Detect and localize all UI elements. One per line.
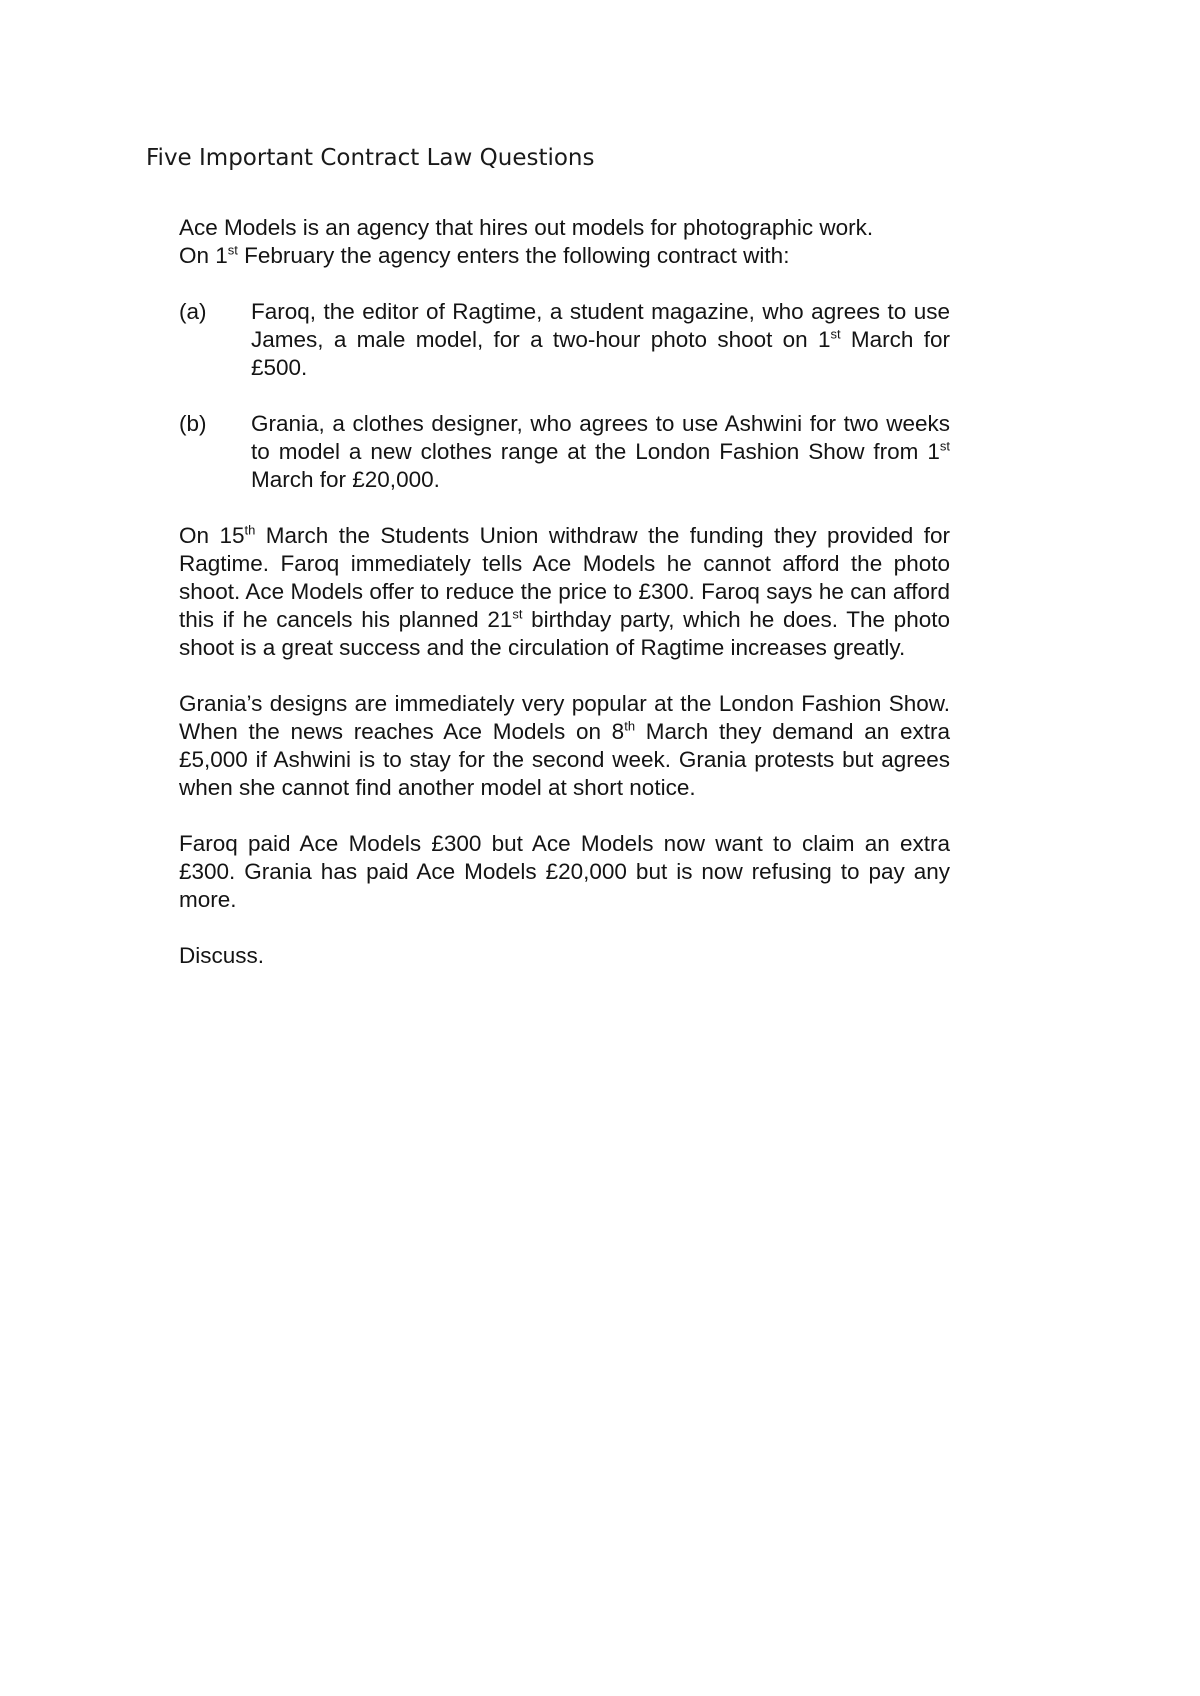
faroq-text-3: birthday party, which he does. The photo shoot is a great success and the circulation of Ragtime increases greatly. [179,607,950,660]
faroq-text-2: March the Students Union withdraw the funding they provided for Ragtime. Faroq immediately tells Ace Models he cannot afford the photo shoot. Ace Models offer to reduce the price to £300. Faroq says he can afford this if he cancels his planned 21 [179,523,951,632]
ordinal-suffix: th [244,522,256,538]
closing-instruction: Discuss. [179,943,265,968]
intro-line-1: Ace Models is an agency that hires out models for photographic work. [179,215,874,240]
grania-text-1: Grania’s designs are immediately very popular at the London Fashion Show. When the news reaches Ace Models on 8 [179,691,950,744]
intro-line-2-start: On 1 [179,243,228,268]
list-item-text [251,410,950,494]
document-title: Five Important Contract Law Questions [146,145,595,171]
list-item-text-end: March for £500. [251,327,950,380]
grania-text-2: March they demand an extra £5,000 if Ashwini is to stay for the second week. Grania protests but agrees when she cannot find another model at short notice. [179,719,950,800]
list-item-text-start: Grania, a clothes designer, who agrees to use Ashwini for two weeks to model a new clothes range at the London Fashion Show from 1 [251,411,950,464]
scanned-question-text [179,214,950,998]
faroq-paragraph [179,522,950,662]
list-item-label: (b) [179,411,207,436]
ordinal-suffix: st [939,438,950,454]
faroq-text-1: On 15 [179,523,245,548]
list-item-text [251,298,950,382]
intro-paragraph [179,214,950,270]
list-item-label: (a) [179,299,207,324]
ordinal-suffix: th [624,718,636,734]
list-item-b [179,410,950,494]
intro-line-2-end: February the agency enters the following contract with: [237,243,790,268]
payment-paragraph: Faroq paid Ace Models £300 but Ace Models now want to claim an extra £300. Grania has paid Ace Models £20,000 but is now refusing to pay any more. [179,831,950,912]
list-item-text-start: Faroq, the editor of Ragtime, a student magazine, who agrees to use James, a male model, for a two-hour photo shoot on 1 [251,299,950,352]
intro-ordinal-suffix: st [227,242,238,258]
ordinal-suffix: st [830,326,841,342]
list-item-a [179,298,950,382]
ordinal-suffix: st [512,606,523,622]
grania-paragraph [179,690,950,802]
list-item-text-end: March for £20,000. [251,467,440,492]
